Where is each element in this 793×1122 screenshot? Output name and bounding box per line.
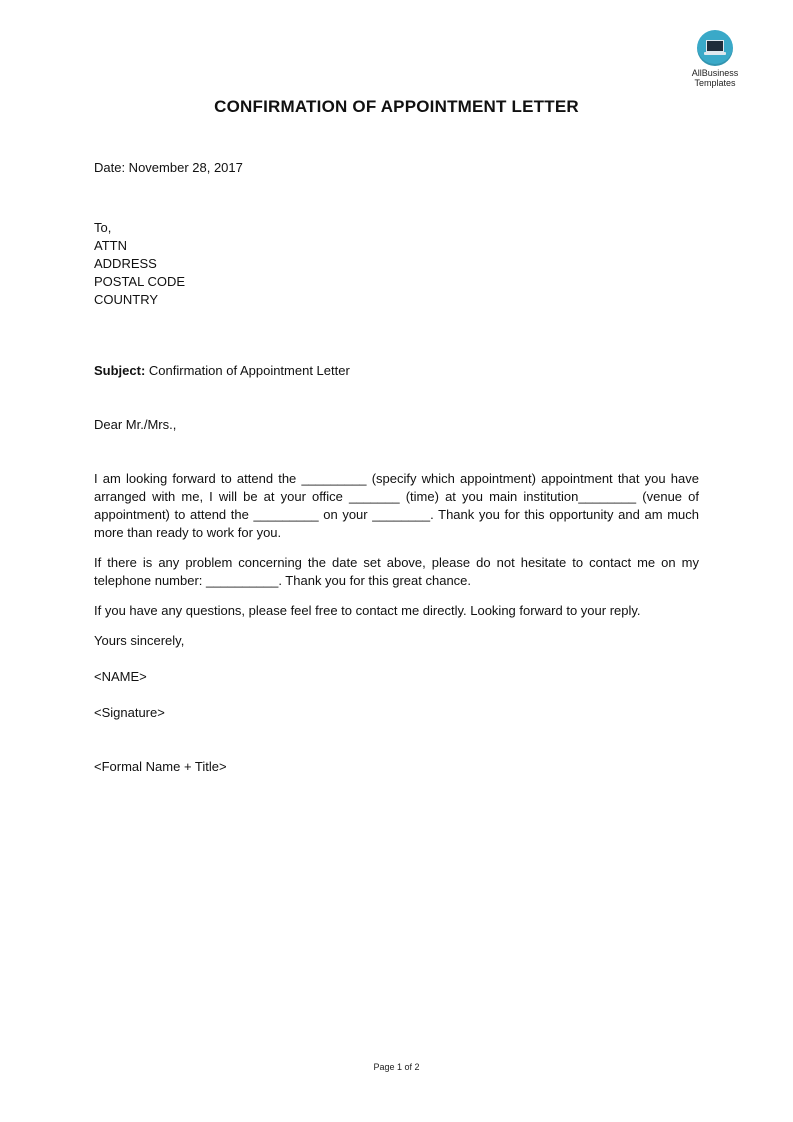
subject-label: Subject:: [94, 363, 146, 378]
greeting: Dear Mr./Mrs.,: [94, 417, 177, 432]
name-placeholder: <NAME>: [94, 669, 147, 684]
address-line: POSTAL CODE: [94, 274, 186, 289]
allbusiness-logo: [676, 30, 754, 88]
formal-name-placeholder: <Formal Name + Title>: [94, 759, 227, 774]
closing: Yours sincerely,: [94, 633, 185, 648]
address-line: ATTN: [94, 238, 127, 253]
letter-body: [94, 159, 699, 776]
paragraph-2: If there is any problem concerning the date set above, please do not hesitate to contact me on my telephone number: __________. Thank you for this great chance.: [94, 555, 699, 588]
paragraph-3: If you have any questions, please feel free to contact me directly. Looking forward to your reply.: [94, 603, 641, 618]
address-line: To,: [94, 220, 112, 235]
laptop-icon: [697, 30, 733, 66]
signature-placeholder: <Signature>: [94, 705, 165, 720]
logo-line-1: AllBusiness: [691, 68, 739, 78]
subject-line: [94, 362, 699, 380]
laptop-screen: [706, 40, 724, 52]
address-line: ADDRESS: [94, 256, 157, 271]
logo-line-2: Templates: [694, 78, 736, 88]
paragraph-1: I am looking forward to attend the _________ (specify which appointment) appointment that you have arranged with me, I will be at your office _______ (time) at you main institution________ (venue of appointment) to attend the _________ on your ________. Thank you for this opportunity and am much more than ready to work for you.: [94, 471, 699, 540]
laptop-base: [704, 52, 726, 55]
address-line: COUNTRY: [94, 292, 159, 307]
page-number: Page 1 of 2: [373, 1062, 420, 1072]
subject-text: Confirmation of Appointment Letter: [145, 363, 350, 378]
letter-date: Date: November 28, 2017: [94, 160, 243, 175]
recipient-address: [94, 219, 699, 309]
document-title: CONFIRMATION OF APPOINTMENT LETTER: [214, 97, 579, 116]
